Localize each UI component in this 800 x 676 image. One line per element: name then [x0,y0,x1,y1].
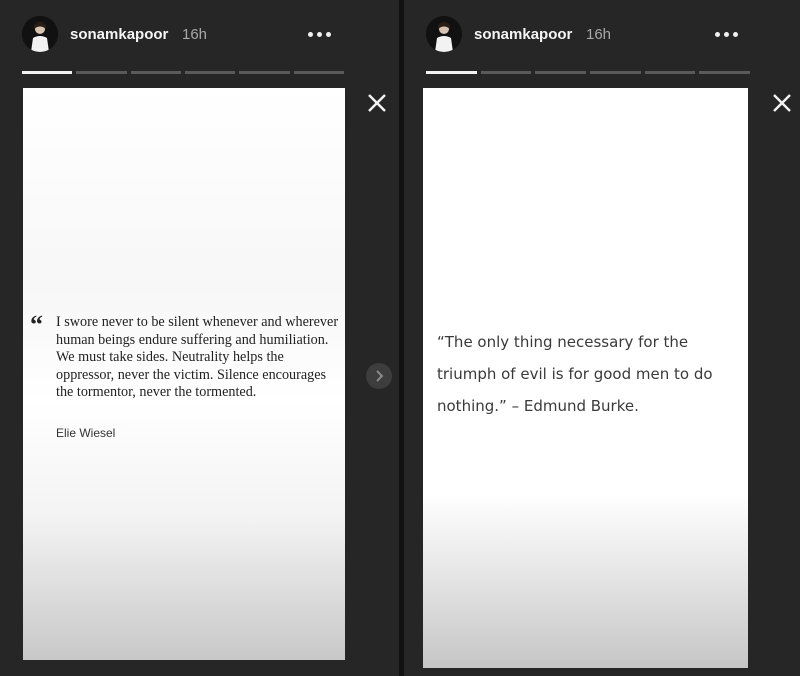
quote-text: I swore never to be silent whenever and wherever human beings endure suffering and humiliation. We must take sides. Neutrality helps the oppressor, never the victim. Silence encourages the tormentor, never the tormented. [56,314,339,401]
quote-text: “The only thing necessary for the triumph of evil is for good men to do nothing.” – Edmund Burke. [437,333,713,415]
progress-segment [426,71,477,74]
story-content[interactable] [23,88,345,660]
progress-segment [699,71,750,74]
quote-mark: “ [30,310,43,339]
quote-author: Elie Wiesel [56,426,116,440]
story-header [404,16,800,56]
story-timestamp: 16h [586,26,612,43]
progress-segment [185,71,235,74]
avatar-image [22,16,58,52]
progress-segment [131,71,181,74]
progress-segment [481,71,532,74]
progress-segment [22,71,72,74]
progress-segment [294,71,344,74]
story-panel-right [404,0,800,676]
avatar-image [426,16,462,52]
username[interactable]: sonamkapoor [474,26,573,43]
story-progress-bar [426,71,750,74]
more-horizontal-icon[interactable] [308,32,332,38]
username[interactable]: sonamkapoor [70,26,169,43]
progress-segment [76,71,126,74]
story-progress-bar [22,71,344,74]
story-timestamp: 16h [182,26,208,43]
chevron-right-icon[interactable] [366,363,392,389]
story-panel-left [0,0,399,676]
story-content[interactable] [423,88,748,668]
progress-segment [535,71,586,74]
progress-segment [239,71,289,74]
progress-segment [590,71,641,74]
more-horizontal-icon[interactable] [715,32,739,38]
progress-segment [645,71,696,74]
close-icon[interactable] [771,92,793,114]
story-header [0,16,399,56]
avatar[interactable] [426,16,462,52]
avatar[interactable] [22,16,58,52]
close-icon[interactable] [366,92,388,114]
